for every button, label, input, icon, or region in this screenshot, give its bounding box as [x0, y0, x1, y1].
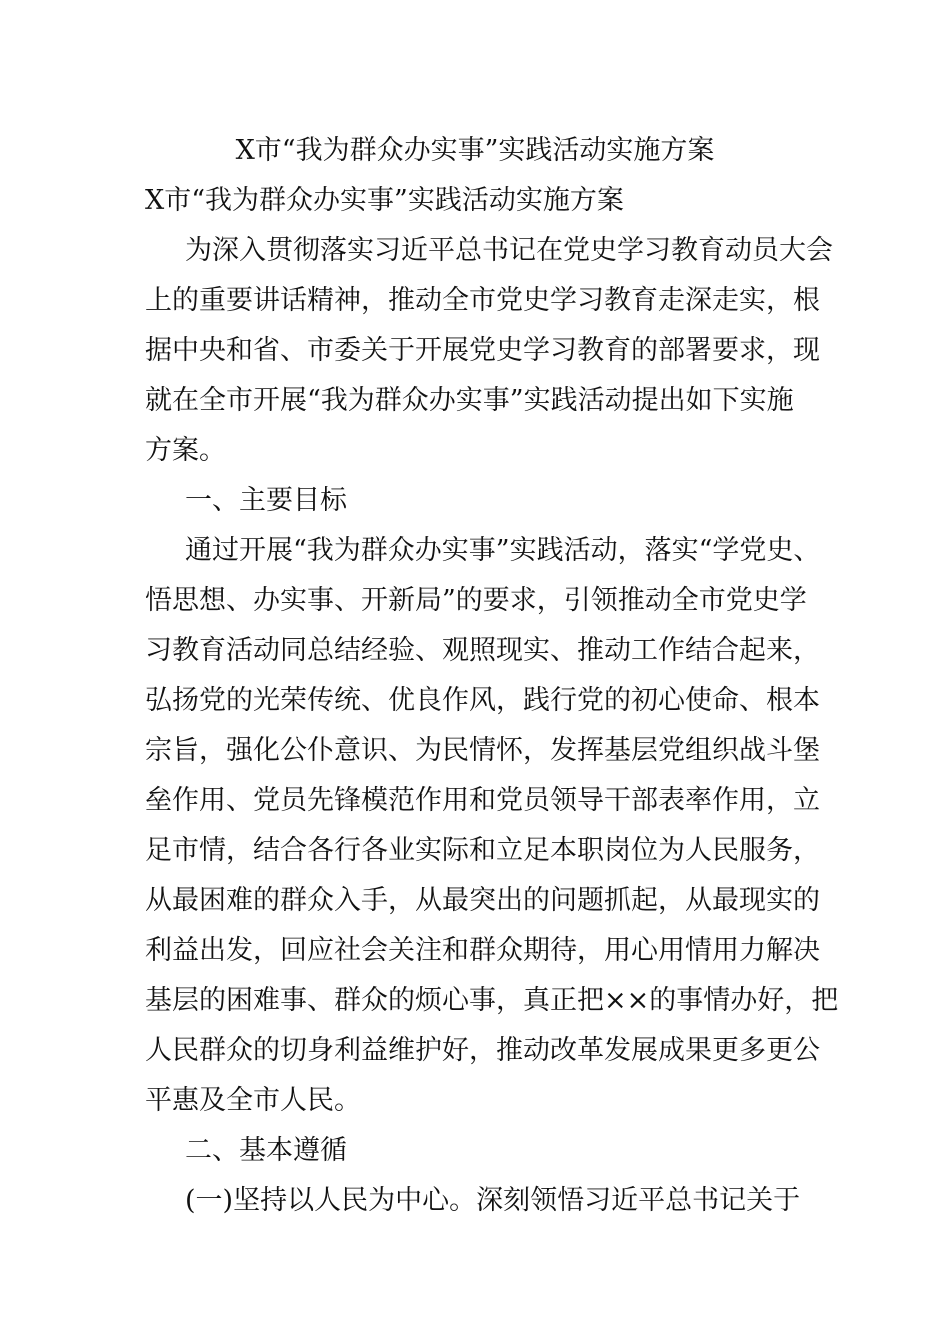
paragraph-line: 就在全市开展“我为群众办实事”实践活动提出如下实施	[145, 385, 794, 416]
paragraph-line: 方案。	[145, 435, 226, 466]
paragraph-line: 通过开展“我为群众办实事”实践活动，落实“学党史、	[185, 535, 821, 566]
paragraph-line: 为深入贯彻落实习近平总书记在党史学习教育动员大会	[185, 235, 833, 266]
paragraph-line: 宗旨，强化公仆意识、为民情怀，发挥基层党组织战斗堡	[145, 735, 820, 766]
paragraph-line: 据中央和省、市委关于开展党史学习教育的部署要求，现	[145, 335, 820, 366]
paragraph-line: 人民群众的切身利益维护好，推动改革发展成果更多更公	[145, 1035, 820, 1066]
paragraph-line: 平惠及全市人民。	[145, 1085, 361, 1116]
paragraph-line: (一)坚持以人民为中心。深刻领悟习近平总书记关于	[185, 1185, 801, 1216]
paragraph-line: 基层的困难事、群众的烦心事，真正把××的事情办好，把	[145, 985, 839, 1016]
paragraph-line: 足市情，结合各行各业实际和立足本职岗位为人民服务，	[145, 835, 820, 866]
paragraph-line: 从最困难的群众入手，从最突出的问题抓起，从最现实的	[145, 885, 820, 916]
paragraph-line: 习教育活动同总结经验、观照现实、推动工作结合起来，	[145, 635, 820, 666]
section-heading: 一、主要目标	[185, 485, 347, 516]
document-title: X市“我为群众办实事”实践活动实施方案	[235, 135, 715, 166]
section-heading: 二、基本遵循	[185, 1135, 347, 1166]
paragraph-line: 上的重要讲话精神，推动全市党史学习教育走深走实，根	[145, 285, 820, 316]
paragraph-line: 弘扬党的光荣传统、优良作风，践行党的初心使命、根本	[145, 685, 820, 716]
paragraph-line: 利益出发，回应社会关注和群众期待，用心用情用力解决	[145, 935, 820, 966]
paragraph-line: 悟思想、办实事、开新局”的要求，引领推动全市党史学	[145, 585, 807, 616]
document-subtitle: X市“我为群众办实事”实践活动实施方案	[145, 185, 624, 216]
paragraph-line: 垒作用、党员先锋模范作用和党员领导干部表率作用，立	[145, 785, 820, 816]
